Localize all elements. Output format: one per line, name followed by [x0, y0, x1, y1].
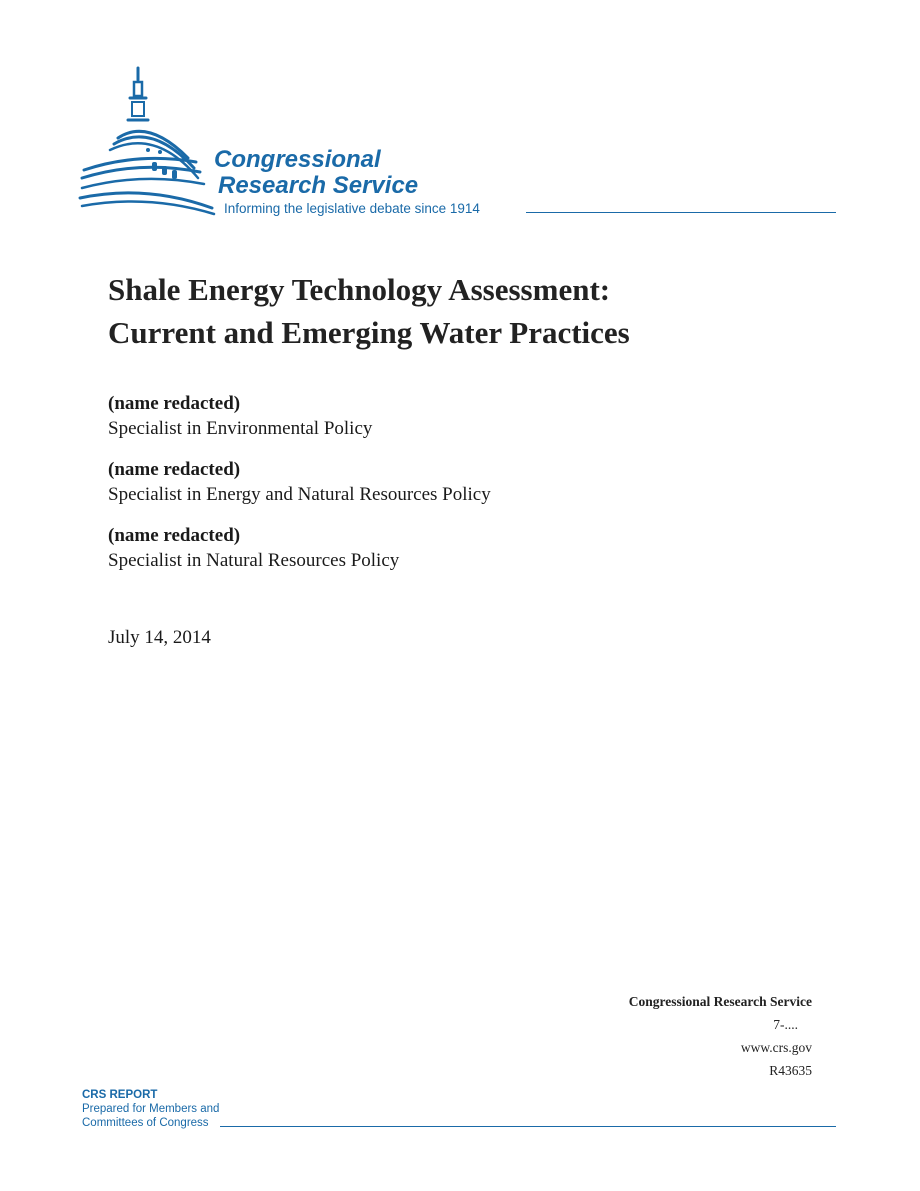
author-entry [108, 392, 828, 442]
capitol-dome-icon [78, 66, 218, 220]
publisher-info [629, 990, 812, 1082]
footer-divider [220, 1126, 836, 1127]
author-role: Specialist in Natural Resources Policy [108, 550, 400, 571]
logo-wordmark-line2: Research Service [218, 172, 419, 199]
crs-report-line1: Prepared for Members and [82, 1103, 220, 1115]
report-number: R43635 [769, 1063, 812, 1078]
publisher-name: Congressional Research Service [628, 994, 812, 1009]
logo-divider [526, 212, 836, 213]
author-entry [108, 458, 828, 508]
author-entry [108, 524, 828, 574]
author-list [108, 392, 828, 590]
report-title [108, 268, 828, 354]
publisher-phone: 7-.... [773, 1017, 798, 1032]
author-name: (name redacted) [108, 393, 241, 414]
logo-wordmark-line1: Congressional [214, 146, 381, 173]
title-line-1: Shale Energy Technology Assessment: [108, 272, 611, 307]
title-line-2: Current and Emerging Water Practices [108, 315, 630, 350]
crs-report-label: CRS REPORT [82, 1089, 158, 1101]
author-name: (name redacted) [108, 525, 241, 546]
author-role: Specialist in Energy and Natural Resources Policy [108, 484, 491, 505]
crs-logo [78, 66, 838, 220]
author-role: Specialist in Environmental Policy [108, 418, 373, 439]
crs-report-line2: Committees of Congress [82, 1117, 209, 1129]
report-date: July 14, 2014 [108, 627, 211, 648]
publisher-website[interactable]: www.crs.gov [740, 1040, 812, 1055]
crs-report-badge [82, 1088, 219, 1130]
logo-tagline: Informing the legislative debate since 1914 [224, 201, 480, 216]
author-name: (name redacted) [108, 459, 241, 480]
